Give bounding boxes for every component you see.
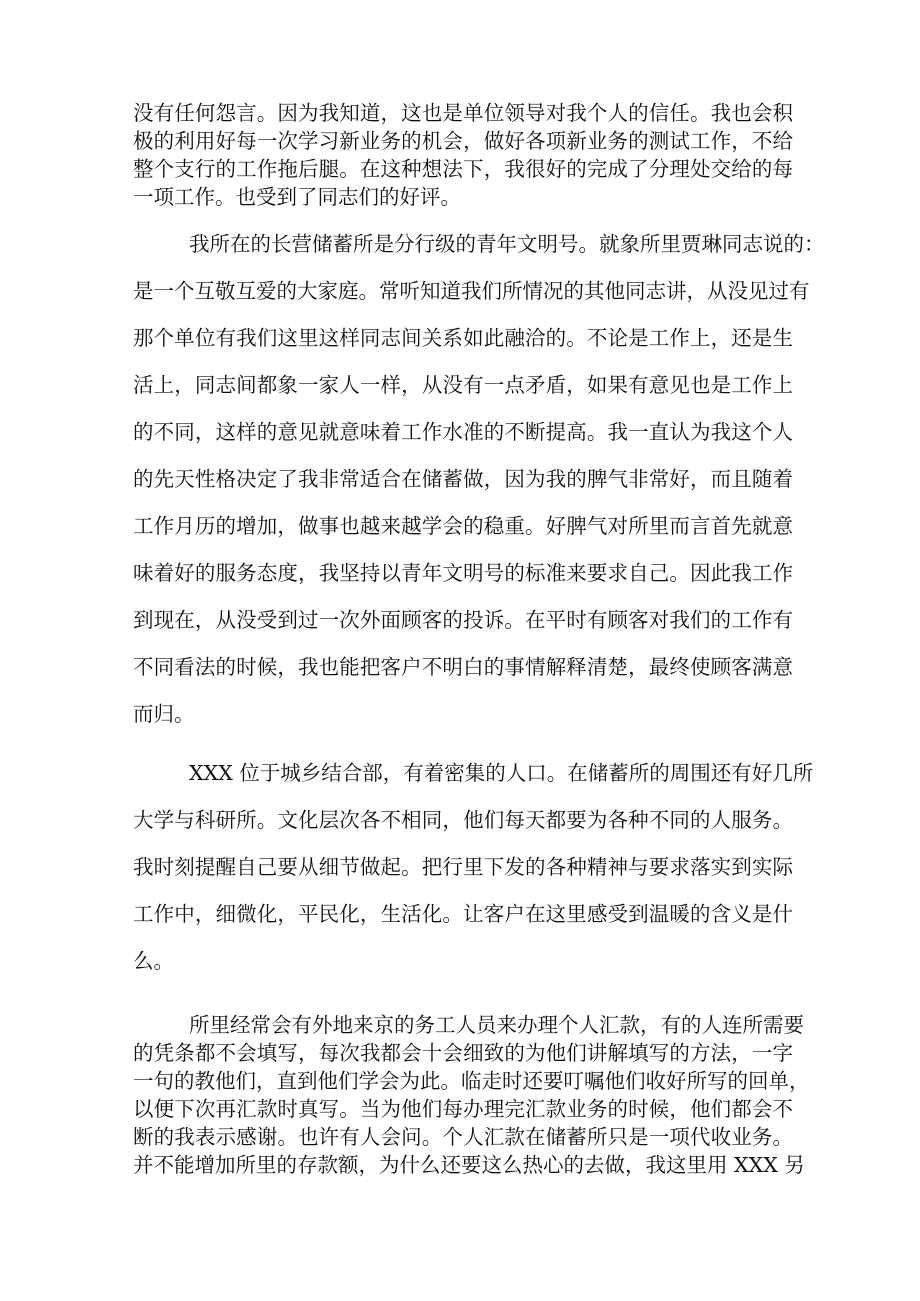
paragraph-2-line-1: 我所在的长营储蓄所是分行级的青年文明号。就象所里贾琳同志说的：: [189, 232, 825, 256]
paragraph-2-line-8: 味着好的服务态度，我坚持以青年文明号的标准来要求自己。因此我工作: [133, 561, 793, 585]
paragraph-4-line-5: 断的我表示感谢。也许有人会问。个人汇款在储蓄所只是一项代收业务。: [133, 1125, 793, 1149]
paragraph-2-line-6: 的先天性格决定了我非常适合在储蓄做，因为我的脾气非常好，而且随着: [133, 467, 793, 491]
paragraph-2-line-11: 而归。: [133, 702, 195, 726]
paragraph-3-line-5: 么。: [133, 949, 174, 973]
paragraph-2-line-3: 那个单位有我们这里这样同志间关系如此融洽的。不论是工作上，还是生: [133, 326, 793, 350]
paragraph-4-line-1: 所里经常会有外地来京的务工人员来办理个人汇款，有的人连所需要: [189, 1013, 804, 1037]
paragraph-3-line-2: 大学与科研所。文化层次各不相同，他们每天都要为各种不同的人服务。: [133, 808, 793, 832]
paragraph-1-line-2: 极的利用好每一次学习新业务的机会，做好各项新业务的测试工作，不给: [133, 129, 793, 153]
paragraph-3-line-3: 我时刻提醒自己要从细节做起。把行里下发的各种精神与要求落实到实际: [133, 855, 793, 879]
paragraph-1-line-4: 一项工作。也受到了同志们的好评。: [133, 185, 461, 209]
paragraph-4-line-6: 并不能增加所里的存款额，为什么还要这么热心的去做，我这里用 XXX 另: [133, 1153, 805, 1177]
paragraph-2-line-10: 不同看法的时候，我也能把客户不明白的事情解释清楚，最终使顾客满意: [133, 655, 793, 679]
paragraph-2-line-5: 的不同，这样的意见就意味着工作水准的不断提高。我一直认为我这个人: [133, 420, 793, 444]
paragraph-1-line-3: 整个支行的工作拖后腿。在这种想法下，我很好的完成了分理处交给的每: [133, 157, 793, 181]
paragraph-4-line-3: 一句的教他们，直到他们学会为此。临走时还要叮嘱他们收好所写的回单，: [133, 1069, 810, 1093]
paragraph-4-line-2: 的凭条都不会填写，每次我都会十会细致的为他们讲解填写的方法，一字: [133, 1041, 793, 1065]
paragraph-2-line-9: 到现在，从没受到过一次外面顾客的投诉。在平时有顾客对我们的工作有: [133, 608, 793, 632]
paragraph-4-line-4: 以便下次再汇款时真写。当为他们每办理完汇款业务的时候，他们都会不: [133, 1097, 793, 1121]
paragraph-2-line-4: 活上，同志间都象一家人一样，从没有一点矛盾，如果有意见也是工作上: [133, 373, 793, 397]
paragraph-2-line-7: 工作月历的增加，做事也越来越学会的稳重。好脾气对所里而言首先就意: [133, 514, 793, 538]
paragraph-3-line-4: 工作中，细微化，平民化，生活化。让客户在这里感受到温暖的含义是什: [133, 902, 793, 926]
paragraph-2-line-2: 是一个互敬互爱的大家庭。常听知道我们所情况的其他同志讲，从没见过有: [133, 279, 810, 303]
paragraph-1-line-1: 没有任何怨言。因为我知道，这也是单位领导对我个人的信任。我也会积: [133, 101, 793, 125]
paragraph-3-line-1: XXX 位于城乡结合部，有着密集的人口。在储蓄所的周围还有好几所: [189, 761, 814, 785]
